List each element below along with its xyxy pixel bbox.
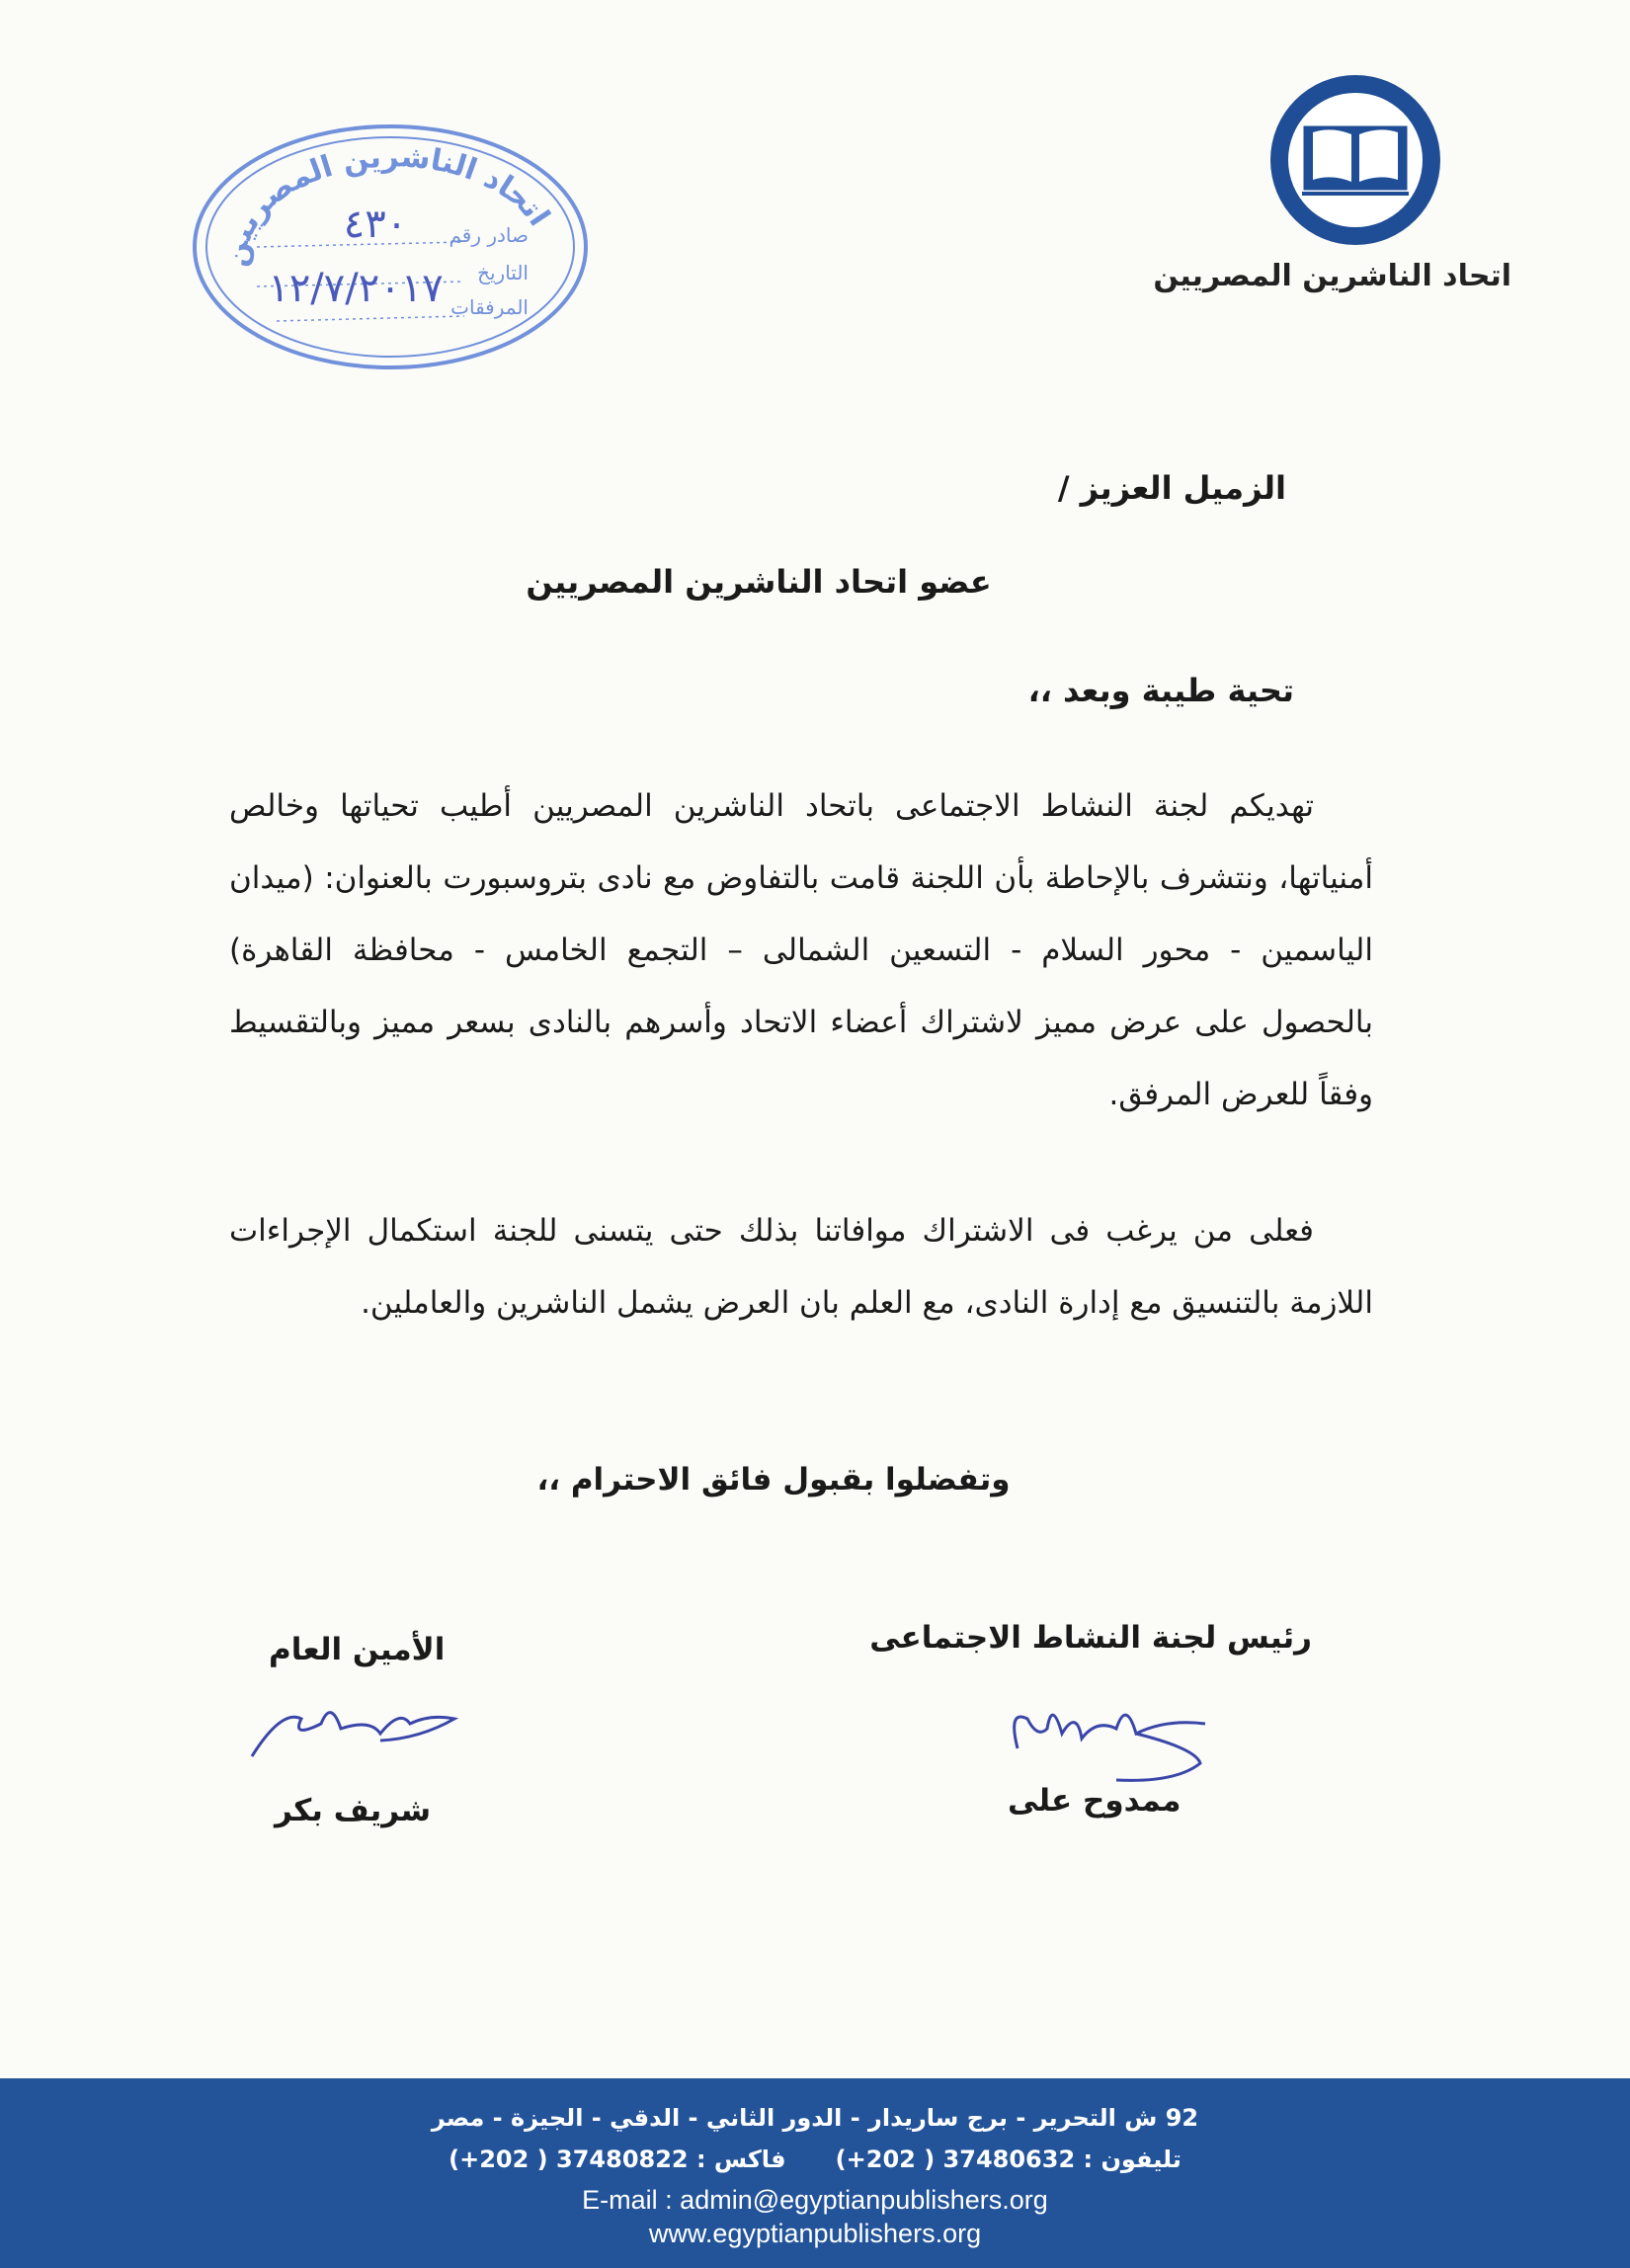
stamp-date: ١٢/٧/٢٠١٧ — [268, 266, 444, 311]
signature-title-secretary: الأمين العام — [269, 1632, 446, 1667]
logo — [1266, 71, 1444, 249]
paragraph-2-text: فعلى من يرغب فى الاشتراك موافاتنا بذلك حتى يتسنى للجنة استكمال الإجراءات اللازمة بالتنسيق مع إدارة النادى، مع العلم بان العرض يشمل الناشرين والعاملين. — [229, 1213, 1373, 1321]
footer-email[interactable]: E-mail : admin@egyptianpublishers.org — [582, 2185, 1048, 2215]
paragraph-1-text: تهديكم لجنة النشاط الاجتماعى باتحاد الناشرين المصريين أطيب تحياتها وخالص أمنياتها، ونتشرف بالإحاطة بأن اللجنة قامت بالتفاوض مع نادى بتروسبورت بالعنوان: (ميدان الياسمين - محور السلام - التسعين الشمالى – التجمع الخامس - محافظة القاهرة) بالحصول على عرض مميز لاشتراك أعضاء الاتحاد وأسرهم بالنادى بسعر مميز وبالتقسيط وفقاً للعرض المرفق. — [229, 788, 1373, 1112]
signature-title-chair: رئيس لجنة النشاط الاجتماعى — [869, 1620, 1312, 1656]
footer-website[interactable]: www.egyptianpublishers.org — [648, 2219, 982, 2248]
stamp-label-date: التاريخ — [477, 261, 529, 284]
recipient: عضو اتحاد الناشرين المصريين — [526, 563, 992, 601]
stamp-label-attachments: المرفقات — [450, 295, 529, 319]
stamp-label-number: صادر رقم — [448, 223, 529, 247]
paragraph-1 — [229, 770, 1373, 1131]
signature-name-chair: ممدوح على — [1008, 1783, 1182, 1819]
open-book-icon — [1302, 128, 1409, 194]
footer-phone: تليفون : 37480632 ( 202+) فاكس : 37480822 ( 202+) — [448, 2146, 1182, 2173]
stamp — [188, 119, 593, 375]
stamp-number: ٤٣٠ — [343, 202, 408, 247]
salutation: تحية طيبة وبعد ،، — [1027, 672, 1294, 709]
footer — [0, 2078, 1630, 2268]
signature-secretary — [242, 1679, 469, 1768]
greeting: الزميل العزيز / — [1057, 469, 1286, 507]
org-name: اتحاد الناشرين المصريين — [1153, 259, 1511, 293]
signature-chair — [998, 1689, 1225, 1798]
signature-name-secretary: شريف بكر — [275, 1793, 432, 1828]
stamp-org-text: اتحاد الناشرين المصريين — [218, 139, 557, 269]
closing: وتفضلوا بقبول فائق الاحترام ،، — [536, 1462, 1011, 1498]
footer-address: 92 ش التحرير - برج ساريدار - الدور الثاني - الدقي - الجيزة - مصر — [431, 2104, 1199, 2132]
paragraph-2 — [229, 1195, 1373, 1339]
